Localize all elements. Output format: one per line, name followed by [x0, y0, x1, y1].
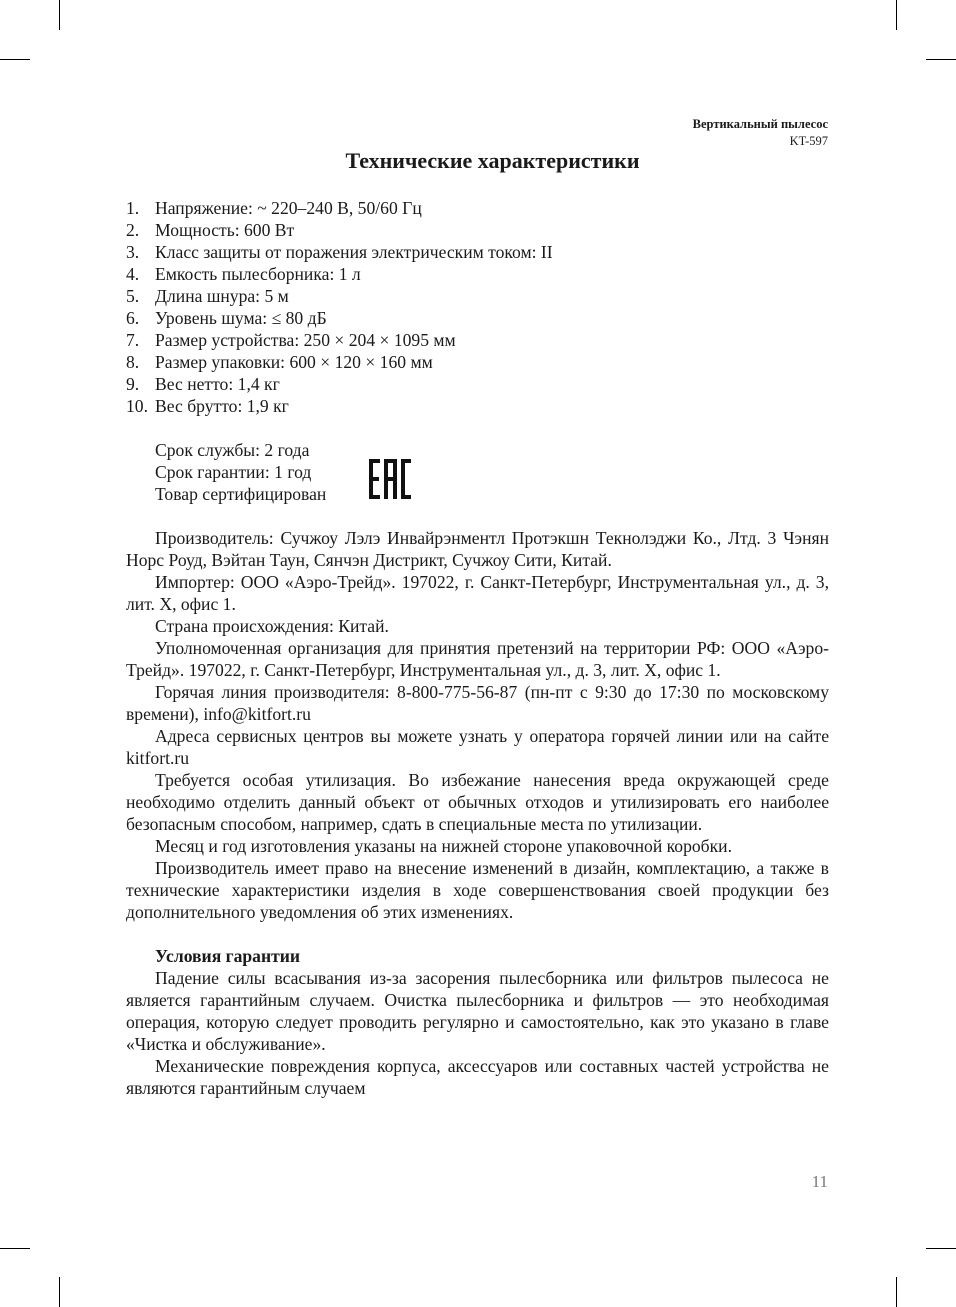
service-life: Срок службы: 2 года	[155, 440, 310, 460]
spec-item: 8. Размер упаковки: 600 × 120 × 160 мм	[126, 352, 433, 372]
spec-item: 5. Длина шнура: 5 м	[126, 286, 289, 306]
crop-mark	[926, 59, 956, 60]
header-product: Вертикальный пылесос	[692, 117, 828, 131]
origin-text: Страна происхождения: Китай.	[155, 616, 389, 636]
spec-item: 4. Емкость пылесборника: 1 л	[126, 264, 361, 284]
header-model: KT-597	[789, 134, 828, 148]
spec-item: 9. Вес нетто: 1,4 кг	[126, 374, 280, 394]
crop-mark	[926, 1248, 956, 1249]
spec-item: 1. Напряжение: ~ 220–240 В, 50/60 Гц	[126, 198, 422, 218]
crop-mark	[896, 0, 897, 30]
warranty-paragraph: Механические повреждения корпуса, аксессуаров или составных частей устройства не являются гарантийным случаем	[126, 1056, 829, 1098]
service-info	[126, 439, 829, 505]
manufacturer-info	[126, 527, 829, 923]
spec-list	[126, 197, 829, 417]
warranty-paragraph: Падение силы всасывания из-за засорения пылесборника или фильтров пылесоса не является гарантийным случаем. Очистка пылесборника и фильтров — это необходимая операция, которую следует проводить регулярно и самостоятельно, как это указано в главе «Чистка и обслуживание».	[126, 968, 829, 1054]
spec-item: 3. Класс защиты от поражения электрическим током: II	[126, 242, 553, 262]
warranty-heading: Условия гарантии	[155, 946, 301, 966]
crop-mark	[896, 1277, 897, 1307]
spec-item: 6. Уровень шума: ≤ 80 дБ	[126, 308, 327, 328]
spec-item: 10. Вес брутто: 1,9 кг	[126, 396, 289, 416]
crop-mark	[59, 0, 60, 30]
manufacture-date-text: Месяц и год изготовления указаны на нижней стороне упаковочной коробки.	[155, 836, 732, 856]
crop-mark	[0, 59, 30, 60]
manufacturer-text: Производитель: Сучжоу Лэлэ Инвайрэнментл Протэкшн Текнолэджи Ко., Лтд. 3 Чэнян Норс Роуд, Вэйтан Таун, Сянчэн Дистрикт, Сучжоу Сити, Китай.	[126, 528, 829, 570]
eac-mark-icon	[369, 459, 411, 499]
crop-mark	[0, 1248, 30, 1249]
certified-text: Товар сертифицирован	[155, 484, 327, 504]
importer-text: Импортер: ООО «Аэро-Трейд». 197022, г. Санкт-Петербург, Инструментальная ул., д. 3, лит. Х, офис 1.	[126, 572, 829, 614]
page-number: 11	[811, 1172, 828, 1191]
crop-mark	[59, 1277, 60, 1307]
hotline-text: Горячая линия производителя: 8-800-775-56-87 (пн-пт с 9:30 до 17:30 по московскому времени), info@kitfort.ru	[126, 682, 829, 724]
warranty-section	[126, 945, 829, 1099]
disposal-text: Требуется особая утилизация. Во избежание нанесения вреда окружающей среде необходимо отделить данный объект от обычных отходов и утилизировать его наиболее безопасным способом, например, сдать в специальные места по утилизации.	[126, 770, 829, 834]
changes-text: Производитель имеет право на внесение изменений в дизайн, комплектацию, а также в технические характеристики изделия в ходе совершенствования своей продукции без дополнительного уведомления об этих изменениях.	[126, 858, 829, 922]
page-title: Технические характеристики	[345, 148, 640, 173]
running-header	[693, 116, 828, 150]
spec-item: 7. Размер устройства: 250 × 204 × 1095 мм	[126, 330, 456, 350]
authorized-org-text: Уполномоченная организация для принятия претензий на территории РФ: ООО «Аэро-Трейд». 197022, г. Санкт-Петербург, Инструментальная ул., д. 3, лит. Х, офис 1.	[126, 638, 829, 680]
warranty-period: Срок гарантии: 1 год	[155, 462, 312, 482]
main-content	[126, 197, 829, 1099]
spec-item: 2. Мощность: 600 Вт	[126, 220, 295, 240]
service-centers-text: Адреса сервисных центров вы можете узнать у оператора горячей линии или на сайте kitfort.ru	[126, 726, 829, 768]
